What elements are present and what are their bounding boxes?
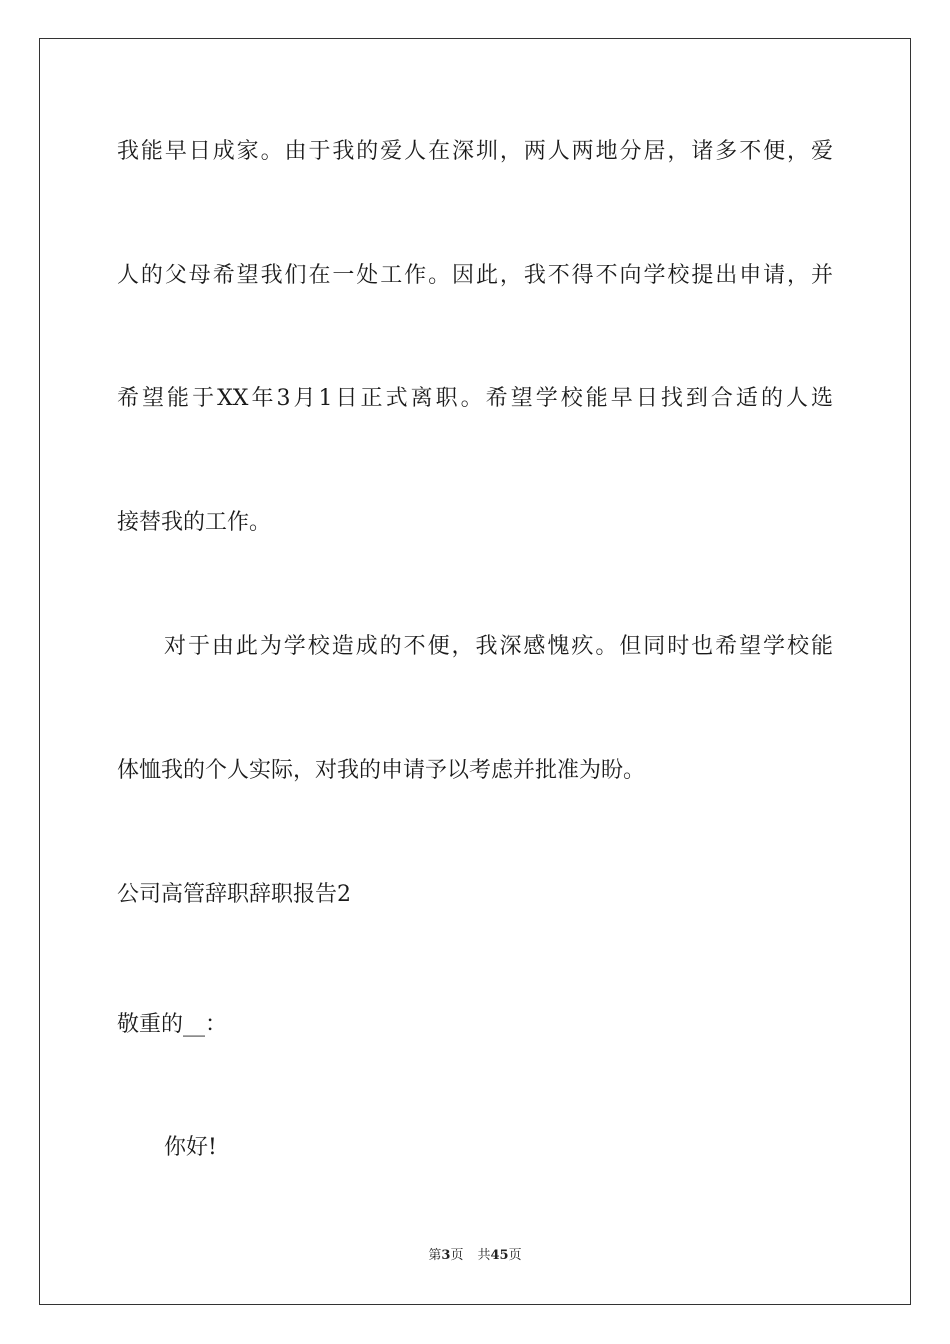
page-number: 3 [441,1248,451,1263]
total-pages: 45 [490,1248,509,1263]
page-prefix: 第 [428,1248,442,1263]
body-line-2: 人的父母希望我们在一处工作。因此，我不得不向学校提出申请，并 [117,263,833,288]
total-suffix: 页 [508,1248,522,1263]
page-suffix: 页 [450,1248,464,1263]
greeting: 你好! [164,1135,217,1160]
body-line-6: 体恤我的个人实际，对我的申请予以考虑并批准为盼。 [117,758,646,783]
total-prefix: 共 [477,1248,491,1263]
salutation: 敬重的__： [117,1012,228,1037]
body-line-3: 希望能于XX年3月1日正式离职。希望学校能早日找到合适的人选 [117,386,833,411]
body-line-5: 对于由此为学校造成的不便，我深感愧疚。但同时也希望学校能 [164,634,833,659]
body-line-1: 我能早日成家。由于我的爱人在深圳，两人两地分居，诸多不便，爱 [117,139,833,164]
section-heading: 公司高管辞职辞职报告2 [117,882,351,907]
page-footer [0,1247,950,1265]
body-line-4: 接替我的工作。 [117,510,272,535]
page-border [39,38,911,1305]
